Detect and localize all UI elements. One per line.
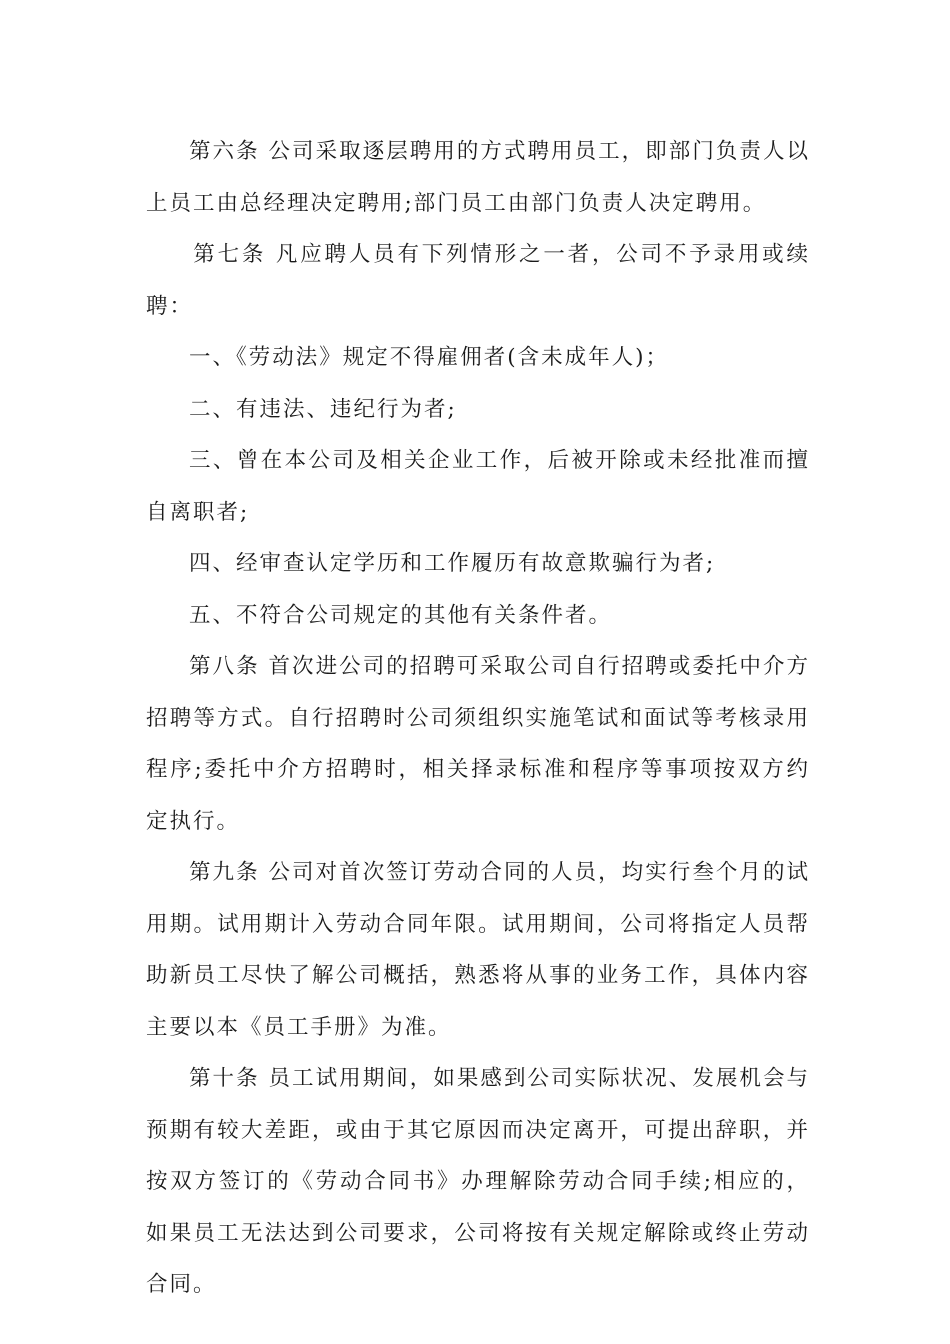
article-7-paragraph: 第七条 凡应聘人员有下列情形之一者，公司不予录用或续聘： [146,242,810,319]
article-9-paragraph: 第九条 公司对首次签订劳动合同的人员，均实行叁个月的试用期。试用期计入劳动合同年限。试用期间，公司将指定人员帮助新员工尽快了解公司概括，熟悉将从事的业务工作，具体内容主要以本《员工手册》为准。 [146,860,810,1040]
condition-4-paragraph: 四、经审查认定学历和工作履历有故意欺骗行为者; [189,551,716,576]
article-6-paragraph: 第六条 公司采取逐层聘用的方式聘用员工，即部门负责人以上员工由总经理决定聘用;部门员工由部门负责人决定聘用。 [146,139,810,216]
condition-2-paragraph: 二、有违法、违纪行为者; [189,396,457,422]
condition-3-paragraph: 三、曾在本公司及相关企业工作，后被开除或未经批准而擅自离职者; [146,448,810,525]
document-body [146,126,810,1311]
condition-5-paragraph: 五、不符合公司规定的其他有关条件者。 [189,602,613,628]
article-10-paragraph: 第十条 员工试用期间，如果感到公司实际状况、发展机会与预期有较大差距，或由于其它原因而决定离开，可提出辞职，并按双方签订的《劳动合同书》办理解除劳动合同手续;相应的，如果员工无法达到公司要求，公司将按有关规定解除或终止劳动合同。 [146,1066,810,1297]
condition-1-paragraph: 一、《劳动法》规定不得雇佣者(含未成年人)； [189,345,670,370]
article-8-paragraph: 第八条 首次进公司的招聘可采取公司自行招聘或委托中介方招聘等方式。自行招聘时公司须组织实施笔试和面试等考核录用程序;委托中介方招聘时，相关择录标准和程序等事项按双方约定执行。 [146,654,810,834]
